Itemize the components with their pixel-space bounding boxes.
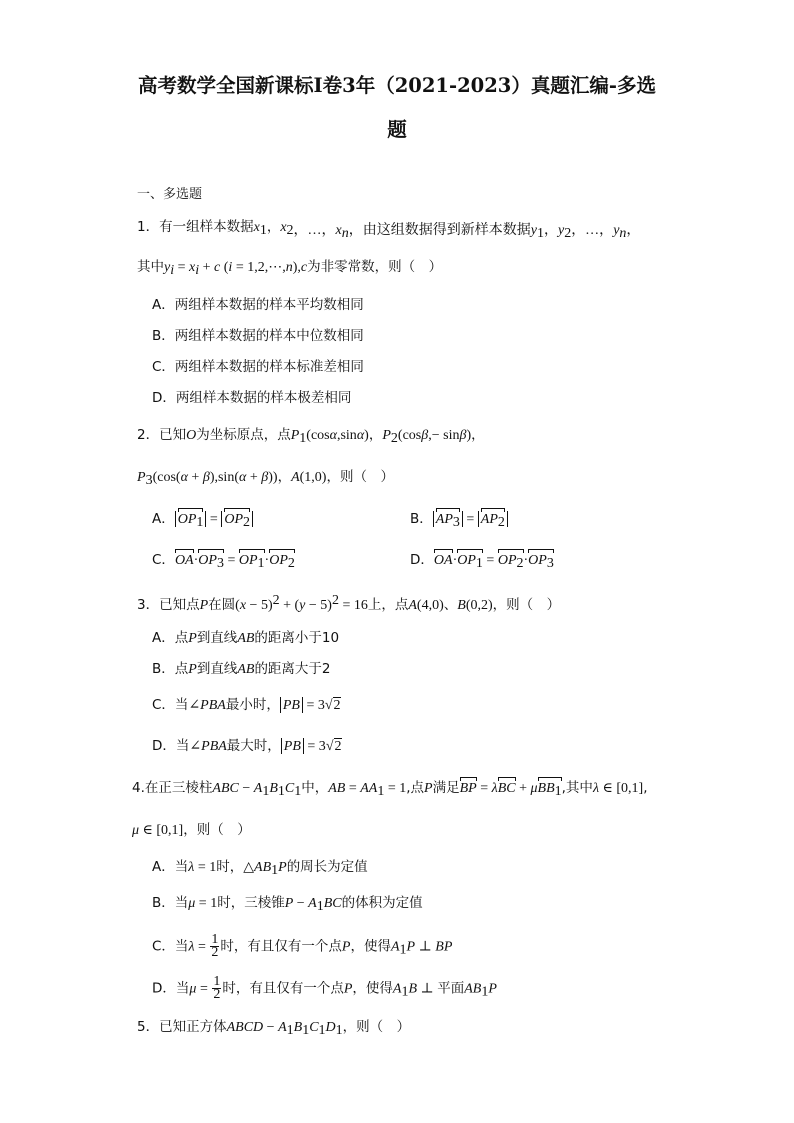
- q1-option-c[interactable]: C．两组样本数据的样本标准差相同: [152, 359, 364, 375]
- q2-stem-line-2: $P_3(\cos(\alpha + \beta),\sin(\alpha + \beta))$，A(1,0)，则（ ）: [137, 469, 394, 488]
- q4-option-b[interactable]: B．当μ = 1时，三棱锥$P - A_1BC$的体积为定值: [152, 895, 423, 914]
- q2-option-a[interactable]: A． $OP_1 = OP_2$: [152, 510, 253, 532]
- q2-stem-line-1: 2．已知O为坐标原点，点$P_1(\cos\alpha,\sin\alpha)$，$P_2(\cos\beta,- \sin\beta)$，: [137, 427, 485, 446]
- document-title-line-1: 高考数学全国新课标Ⅰ卷3年（2021-2023）真题汇编-多选: [138, 74, 656, 97]
- q3-option-a[interactable]: A．点P到直线AB的距离小于10: [152, 630, 340, 646]
- q1-option-a[interactable]: A．两组样本数据的样本平均数相同: [152, 297, 364, 313]
- q3-option-d[interactable]: D．当∠PBA最大时， PB = 3√2: [152, 738, 342, 754]
- q4-option-a[interactable]: A．当λ = 1时，$\triangle AB_1P$的周长为定值: [152, 859, 368, 878]
- q5-stem: 5．已知正方体ABCD − $A_1B_1C_1D_1$，则（ ）: [137, 1019, 411, 1038]
- q1-option-b[interactable]: B．两组样本数据的样本中位数相同: [152, 328, 364, 344]
- q2-option-b[interactable]: B． $AP_3 = AP_2$: [410, 510, 508, 532]
- q4-stem-line-1: 4.在正三棱柱ABC − $A_1B_1C_1$中，AB = $AA_1 = 1$,点P满足BP = λBC + μBB$_1$,其中λ ∈ [0,1],: [132, 780, 648, 799]
- q1-stem-line-1: 1．有一组样本数据$x_1$，$x_{2,\dots,x_n,由这组数据得到新样本数据y_1,y_2,\dots,y_n,}$: [137, 219, 641, 241]
- q1-option-d[interactable]: D．两组样本数据的样本极差相同: [152, 390, 352, 406]
- q3-option-c[interactable]: C．当∠PBA最小时， PB = 3√2: [152, 697, 341, 713]
- q2-option-c[interactable]: C．$OA\cdot OP_3 = OP_1\cdot OP_2$: [152, 552, 295, 571]
- q4-option-c[interactable]: C．当λ = $\frac{1}{2}$ 时，有且仅有一个点P，使得$A_1P$ ⊥ BP: [152, 932, 453, 960]
- document-title-line-2: 题: [387, 118, 407, 141]
- q1-stem-line-2: 其中$y_i = x_i + c$ (i = 1,2,⋯,n),c为非零常数，则（ ）: [137, 259, 443, 278]
- q3-option-b[interactable]: B．点P到直线AB的距离大于2: [152, 661, 331, 677]
- q2-option-d[interactable]: D．$OA\cdot OP_1 = OP_2\cdot OP_3$: [410, 552, 554, 571]
- q3-stem: 3．已知点P在圆$(x - 5)^2 + (y - 5)^2 = 16$上，点A(4,0)、B(0,2)，则（ ）: [137, 593, 561, 613]
- section-heading: 一、多选题: [137, 187, 203, 202]
- q4-option-d[interactable]: D．当μ = $\frac{1}{2}$ 时，有且仅有一个点P，使得$A_1B$ ⊥ 平面$AB_1P$: [152, 974, 497, 1002]
- q4-stem-line-2: μ ∈ [0,1]，则（ ）: [132, 822, 251, 838]
